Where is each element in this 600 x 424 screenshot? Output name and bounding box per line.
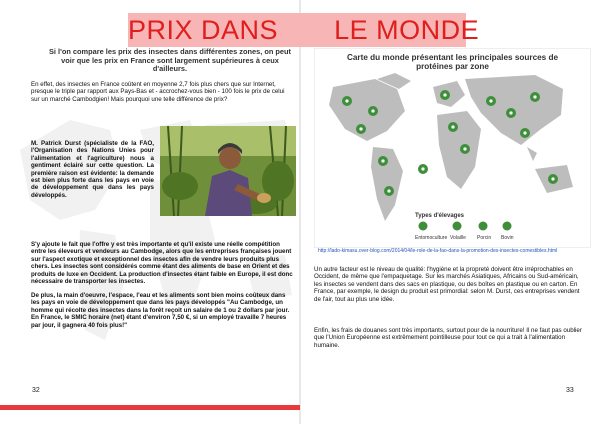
customs-paragraph: Enfin, les frais de douanes sont très importants, surtout pour de la nourriture! Il ne faut pas oublier que l'Union Européenne est extrêmement pointilleuse pour tout ce qui a trait à l'alimentation humaine. [314,327,582,349]
title-banner [128,13,480,47]
legend-label-entomoculture: Entomoculture [415,235,448,241]
map-title-line1: Carte du monde présentant les principales sources de [346,53,559,62]
legend-icon-porcin [479,222,488,231]
legend-icon-entomoculture [419,222,428,231]
page-title [128,13,480,47]
legend-label-volaille: Volaille [450,235,466,241]
legend-icon-bovin [503,222,512,231]
labour-paragraph: De plus, la main d'oeuvre, l'espace, l'eau et les aliments sont bien moins coûteux dans les pays en voie de développement que dans les pays développés "Au Cambodge, un homme qui récolte des insectes dans la forêt reçoit un salaire de 1 ou 2 dollars par jour. En France, le SMIC horaire (net) étant d'environ 7,50 €, si un employé travaille 7 heures par jour, il gagnera 40 fois plus!" [31,292,290,329]
protein-sources-map [314,48,591,248]
intro-paragraph: En effet, des insectes en France coûtent en moyenne 2,7 fois plus chers que sur Internet, presque le triple par rapport aux Pays-Bas et - accrochez-vous bien - 100 fois le prix de celui sur un marché Cambodgien! Mais pourquoi une telle différence de prix? [31,81,285,103]
page-gutter [299,0,301,424]
title-right: LE MONDE [334,15,480,45]
insect-harvester-photo [160,126,296,216]
lead-paragraph: Si l'on compare les prix des insectes dans différentes zones, on peut voir que les prix en France sont largement supérieures à ceux d'ailleurs. [48,47,292,74]
legend-label-bovin: Bovin [501,235,514,241]
map-legend [415,222,514,242]
map-title-line2: protéines par zone [416,62,489,72]
map-legend-title: Types d'élevages [415,213,465,219]
page-number-right: 33 [566,387,574,394]
map-source-link[interactable]: http://lado-kimasu.over-blog.com/2014/04/le-role-de-la-fao-dans-la-promotion-des-insectes-comestibles.html [318,248,558,254]
page-number-left: 32 [32,387,40,394]
durst-paragraph: M. Patrick Durst (spécialiste de la FAO, l'Organisation des Nations Unies pour l'alimentation et l'agriculture) nous a gentiment éclairé sur cette question. La première raison est évidente: la demande est bien plus forte dans les pays en voie de développement que dans les pays développés. [31,140,154,199]
red-footer-bar [0,405,300,410]
legend-label-porcin: Porcin [477,235,492,241]
supply-paragraph: S'y ajoute le fait que l'offre y est très importante et qu'il existe une réelle compétition entre les éleveurs et vendeurs au Cambodge, alors que les entreprises françaises jouent sur l'aspect exotique et exceptionnel des insectes afin de vendre leurs produits plus chers. Les insectes sont considérés comme étant des aliments de base en Orient et des produits de luxe en Occident. La production d'insectes étant faible en Europe, il est donc nécessaire de transporter les insectes. [31,241,293,286]
quality-paragraph: Un autre facteur est le niveau de qualité: l'hygiène et la propreté doivent être irréprochables en Occident, de même que l'empaquetage. Sur les marchés Asiatiques, Africains ou Sud-américain, les insectes se vendent dans des sacs en plastique, ou des boîtes en plastique ou en carton. En France, par exemple, le design du produit est primordial: selon M. Durst, ces entreprises vendent de l'air, tout au plus une idée. [314,266,580,303]
legend-icon-volaille [453,222,462,231]
title-left: PRIX DANS [128,15,279,45]
